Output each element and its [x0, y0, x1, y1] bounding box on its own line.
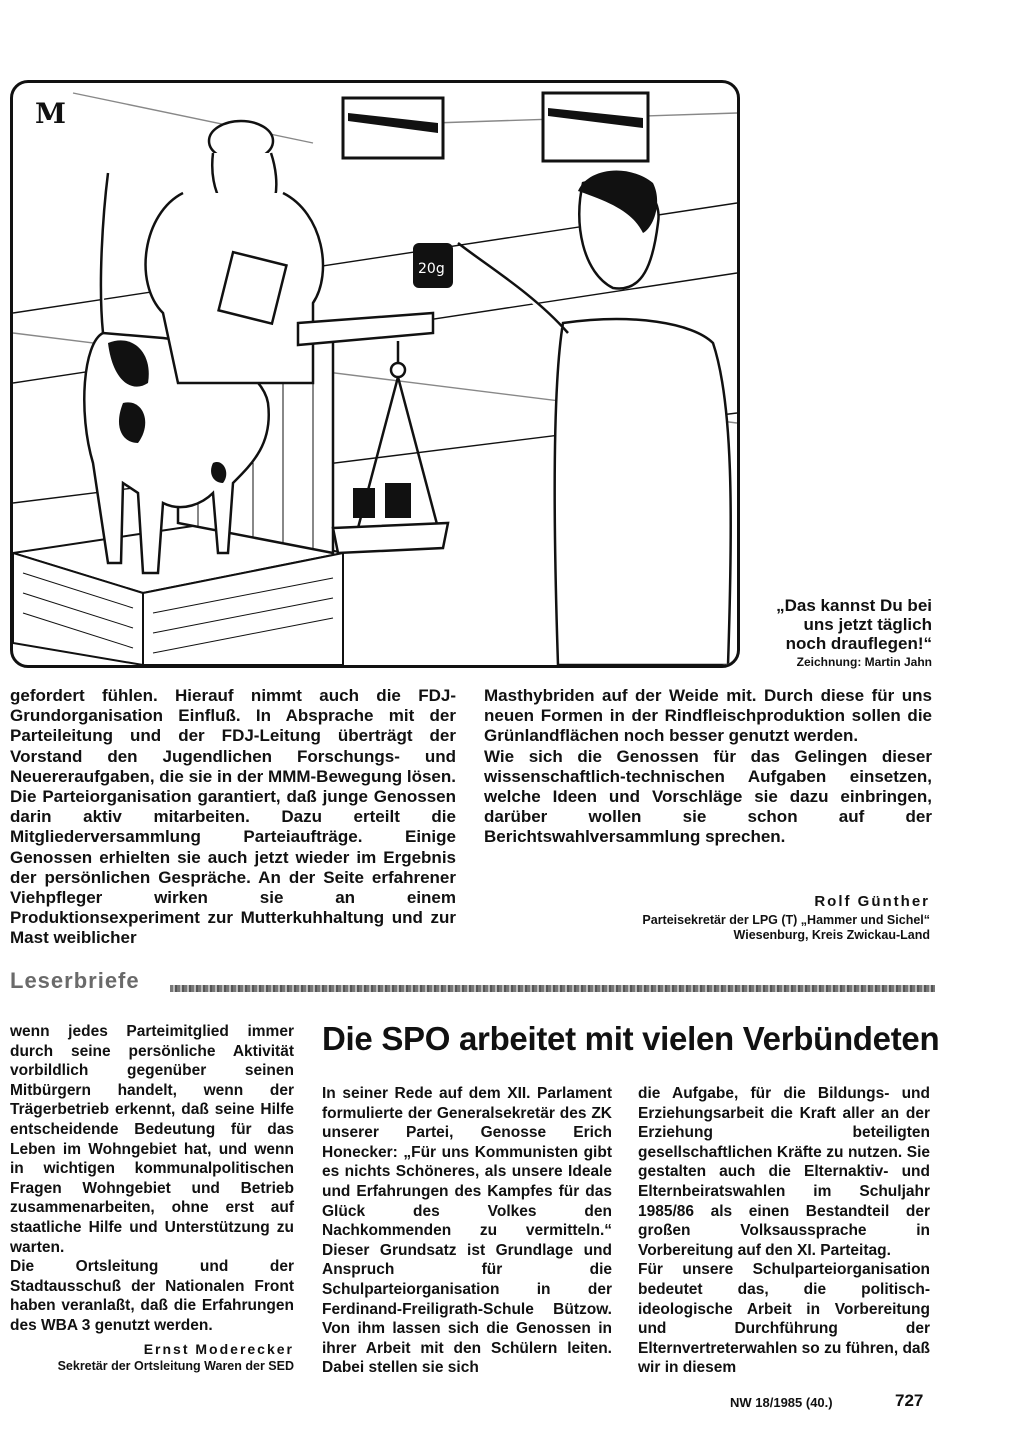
article-signature [560, 893, 930, 943]
letter-left-column [10, 1022, 294, 1374]
letter-paragraph: Für unsere Schulparteiorganisation bedeutet das, die politisch-ideologische Arbeit in Vorbereitung und Durchführung der Elternvertreterwahlen so zu führen, daß wir in diesem [638, 1261, 930, 1377]
caption-line: „Das kannst Du bei [776, 596, 932, 615]
letter-author-role: Sekretär der Ortsleitung Waren der SED [57, 1359, 294, 1374]
letter-paragraph: In seiner Rede auf dem XII. Parlament formulierte der Generalsekretär des ZK unserer Partei, Genosse Erich Honecker: „Für uns Kommunisten gibt es nichts Schöneres, als unsere Ideale und Erfahrungen des Kampfes für das Glück des Volkes den Nachkommenden zu vermitteln.“ Dieser Grundsatz ist Grundlage und Anspruch für die Schulparteiorganisation in der Ferdinand-Freiligrath-Schule Bützow. Von ihm lassen sich die Genossen in ihrer Arbeit mit den Schülern leiten. Dabei stellen sie sich [322, 1085, 612, 1377]
author-role: Parteisekretär der LPG (T) „Hammer und Sichel“ [642, 913, 930, 927]
article-right-column [484, 686, 932, 848]
letter-paragraph: die Aufgabe, für die Bildungs- und Erziehungsarbeit die Kraft aller an der Erziehung beteiligten gesellschaftlichen Kräfte zu nutzen. Sie gestalten auch die Elternaktiv- und Elternbeiratswahlen im Schuljahr 1985/86 als einen Bestandteil der großen Volksaussprache in Vorbereitung auf den XI. Parteitag. [638, 1085, 930, 1259]
caption-line: uns jetzt täglich [803, 615, 932, 634]
article-paragraph: gefordert fühlen. Hierauf nimmt auch die FDJ-Grundorganisation Einfluß. In Absprache mit der Parteileitung und der FDJ-Leitung überträgt der Vorstand den Jugendlichen Forschungs- und Neuereraufgaben, die sie in der MMM-Bewegung lösen. Die Parteiorganisation garantiert, daß junge Genossen darin aktiv mitarbeiten. Dazu erteilt die Mitgliederversammlung Parteiaufträge. Einige Genossen erhielten sie auch jetzt wieder im Ergebnis der persönlichen Gespräche. An der Seite erfahrener Viehpfleger wirken sie an einem Produktionsexperiment zur Mutterkuhhaltung und zur Mast weiblicher [10, 686, 456, 948]
article-paragraph: Masthybriden auf der Weide mit. Durch diese für uns neuen Formen in der Rindfleischproduktion sollen die Grünlandflächen noch besser genutzt werden. [484, 686, 932, 746]
letter-author: Ernst Moderecker [143, 1340, 294, 1357]
letter-paragraph: wenn jedes Parteimitglied immer durch seine persönliche Aktivität vorbildlich gegenüber seinen Mitbürgern handelt, wenn der Trägerbetrieb erkennt, daß seine Hilfe entscheidende Bedeutung für das Leben im Wohngebiet hat, und wenn in wichtigen kommunalpolitischen Fragen Wohngebiet und Betrieb zusammenarbeiten, ohne erst auf staatliche Hilfe und Unterstützung zu warten. [10, 1023, 294, 1256]
article-paragraph: Wie sich die Genossen für das Gelingen dieser wissenschaftlich-technischen Aufgaben einsetzen, welche Ideen und Vorschläge sie dazu einbringen, darüber wollen sie schon auf der Berichtswahlversammlung sprechen. [484, 746, 932, 847]
letter-main-column-2 [638, 1084, 930, 1378]
cartoon-drawing [13, 83, 737, 665]
section-header [10, 968, 935, 998]
issue-reference: NW 18/1985 (40.) [730, 1395, 833, 1410]
letter-headline: Die SPO arbeitet mit vielen Verbündeten [322, 1020, 940, 1057]
caption-line: noch drauflegen!“ [785, 634, 932, 653]
weight-label: 20g [418, 261, 445, 277]
author-name: Rolf Günther [814, 893, 930, 910]
illustration-credit: Zeichnung: Martin Jahn [796, 655, 932, 669]
section-rule [170, 985, 935, 992]
page-number: 727 [895, 1391, 924, 1410]
article-left-column [10, 686, 456, 949]
author-location: Wiesenburg, Kreis Zwickau-Land [733, 928, 930, 942]
cartoon-illustration [10, 80, 740, 668]
letter-main-column-1 [322, 1084, 612, 1378]
illustration-caption [752, 596, 932, 669]
artist-signature: M [35, 97, 66, 130]
section-label: Leserbriefe [10, 968, 140, 993]
letter-paragraph: Die Ortsleitung und der Stadtausschuß der Nationalen Front haben veranlaßt, daß die Erfahrungen des WBA 3 genutzt werden. [10, 1258, 294, 1334]
